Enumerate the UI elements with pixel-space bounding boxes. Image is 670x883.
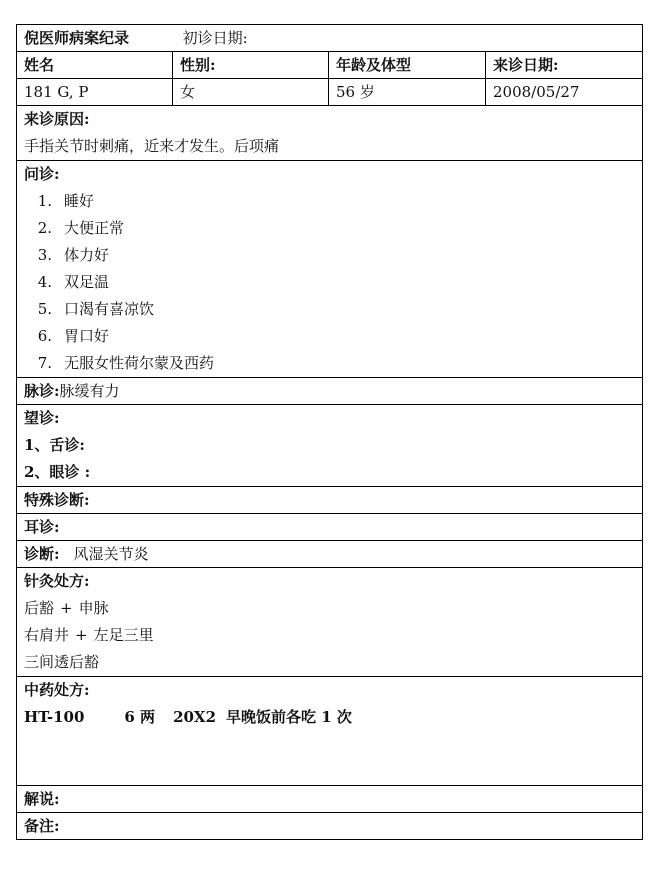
- herbal-code: HT-100: [24, 708, 85, 726]
- gender-header: 性别:: [173, 52, 329, 79]
- diagnosis-section: [17, 541, 643, 568]
- medical-record-table: [16, 24, 643, 840]
- record-title-cell: [17, 25, 643, 52]
- pulse-label: 脉诊:: [24, 382, 60, 400]
- diagnosis-label: 诊断:: [24, 545, 60, 563]
- patient-gender: 女: [173, 79, 329, 106]
- herbal-instruction: 早晚饭前各吃 1 次: [226, 708, 352, 726]
- tongue-diagnosis-label: 1、舌诊:: [24, 436, 85, 454]
- record-title: 倪医师病案纪录: [24, 29, 130, 47]
- herbal-section: [17, 677, 643, 786]
- herbal-label: 中药处方:: [24, 681, 90, 699]
- pulse-section: [17, 378, 643, 405]
- list-item: 1. 睡好: [37, 192, 95, 210]
- inquiry-label: 问诊:: [24, 165, 60, 183]
- visit-date-header: 来诊日期:: [486, 52, 643, 79]
- pulse-text: 脉缓有力: [59, 382, 120, 400]
- observation-section: [17, 405, 643, 487]
- diagnosis-text: 风湿关节炎: [73, 545, 149, 563]
- reason-text: 手指关节时刺痛，近来才发生。后项痛: [24, 137, 280, 155]
- reason-section: [17, 106, 643, 161]
- acupuncture-section: [17, 568, 643, 677]
- acupuncture-line: 三间透后豁: [24, 653, 100, 671]
- patient-name: 181 G, P: [17, 79, 173, 106]
- visit-date: 2008/05/27: [486, 79, 643, 106]
- list-item: 2. 大便正常: [37, 219, 125, 237]
- observation-label: 望诊:: [24, 409, 60, 427]
- herbal-dose: 20X2: [173, 708, 217, 726]
- explanation-label: 解说:: [17, 786, 643, 813]
- special-diagnosis-label: 特殊诊断:: [17, 487, 643, 514]
- ear-diagnosis-label: 耳诊:: [17, 514, 643, 541]
- inquiry-list: [24, 188, 635, 377]
- herbal-amount: 6 两: [124, 708, 156, 726]
- eye-diagnosis-label: 2、眼诊 :: [24, 463, 91, 481]
- list-item: 7. 无服女性荷尔蒙及西药: [37, 354, 215, 372]
- name-header: 姓名: [17, 52, 173, 79]
- herbal-prescription: [24, 704, 635, 731]
- notes-label: 备注:: [17, 813, 643, 840]
- list-item: 6. 胃口好: [37, 327, 110, 345]
- patient-age: 56 岁: [329, 79, 486, 106]
- acupuncture-line: 后豁 + 申脉: [24, 599, 109, 617]
- reason-label: 来诊原因:: [24, 110, 90, 128]
- list-item: 5. 口渴有喜凉饮: [37, 300, 155, 318]
- list-item: 3. 体力好: [37, 246, 110, 264]
- acupuncture-label: 针灸处方:: [24, 572, 90, 590]
- acupuncture-line: 右肩井 + 左足三里: [24, 626, 154, 644]
- inquiry-section: [17, 161, 643, 378]
- age-type-header: 年龄及体型: [329, 52, 486, 79]
- first-visit-date-label: 初诊日期:: [182, 29, 248, 47]
- list-item: 4. 双足温: [37, 273, 110, 291]
